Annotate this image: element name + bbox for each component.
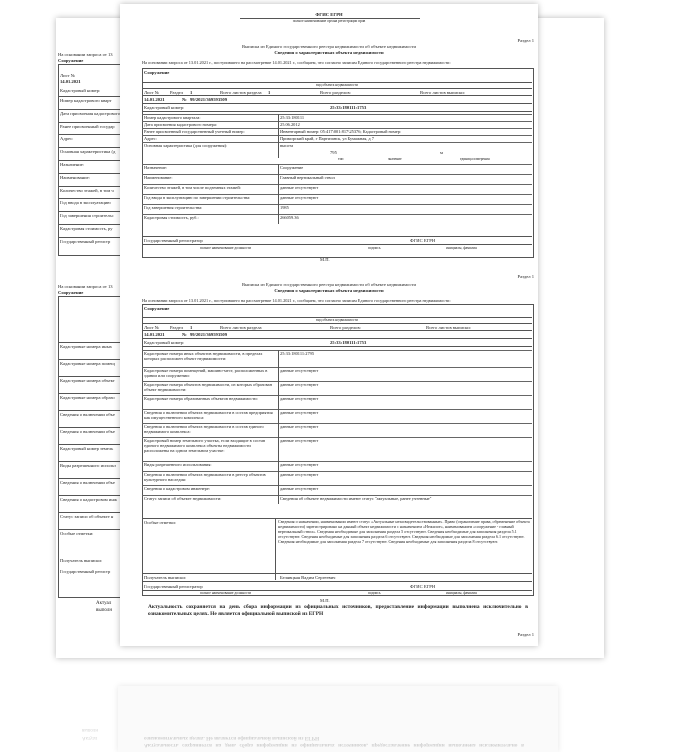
row-label: Количество этажей, в том числе подземных этажей: [144,185,241,190]
row-label: Назначение: [144,165,168,170]
front-document-sheet [120,4,538,646]
row-label: Сведения о включении объекта недвижимости в состав предприятия как имущественного комплекса: [144,410,273,420]
date-2: 14.01.2021 [144,332,165,337]
back-row-rule [58,96,120,97]
main-char-cap-unit: единица измерения [460,157,490,161]
column-divider [278,350,279,367]
back-row-label: Кадастровые номера помещ [60,361,115,366]
back-row-rule [58,359,120,360]
back-sheet-no: Лист № [60,73,76,78]
extract-subtitle-2: Сведения о характеристиках объекта недвижимости [274,288,384,293]
back-row-label: Сведения о кадастровом инж [60,497,117,502]
sig-caption-signature: подпись [368,246,381,250]
row-value: данные отсутствуют [280,185,319,190]
column-divider [278,194,279,204]
row-label: Виды разрешенного использования: [144,462,212,467]
row-value: данные отсутствуют [280,396,319,401]
column-divider [278,395,279,409]
back-row-rule [58,122,120,123]
row-value: высота [280,143,294,148]
column-divider [278,485,279,495]
row-value: данные отсутствуют [280,410,319,415]
row-label: Сведения о включении объекта недвижимости в состав единого недвижимого комплекса: [144,424,264,434]
back-row-rule [58,393,120,394]
row-label: Кадастровые номера помещений, машино-мест, расположенных в здании или сооружении: [144,368,268,378]
total-sheets-extract-2: Всего листов выписки: [426,325,471,330]
back-row-rule [58,495,120,496]
column-divider [278,423,279,437]
back-row-rule [58,134,120,135]
back-row-label: Основная характеристика (д [60,149,116,155]
column-divider [278,381,279,395]
sheet-no: Лист № [144,90,160,95]
back-row-label: Сведения о включении объе [60,429,115,434]
row-label: Номер кадастрового квартала: [144,115,201,120]
back-row-label: Сведения о включении объе [60,480,115,485]
object-type-2: Сооружение [144,306,170,311]
row-value: 25.06.2012 [280,122,300,127]
row-value: данные отсутствуют [280,462,319,467]
total-sheets-section-val: 1 [268,90,271,95]
section-label-3: Раздел 1 [517,632,534,637]
date: 14.01.2021 [144,97,165,102]
back-request-line-2: На основании запроса от 13 [58,284,113,289]
special-label: Особые отметки: [144,520,176,525]
row-value: данные отсутствуют [280,195,319,200]
sig-caption-position-2: полное наименование должности [200,591,252,595]
section-val: 1 [190,90,193,95]
row-label: Кадастровые номера объектов недвижимости, из которых образован объект недвижимости: [144,382,272,392]
row-label: Сведения о включении объекта недвижимости в реестр объектов культурного наследия: [144,472,266,482]
row-value: Приморский край, г Партизанск, ул Бумажная, д 7 [280,136,374,141]
rule [142,338,532,339]
back-row-label: Кадастровые номера иных [60,344,112,349]
total-sheets-extract: Всего листов выписки: [420,90,465,95]
row-label: Кадастровая стоимость, руб.: [144,215,199,220]
main-char-value: 795 [330,150,337,155]
reflection-back-footer-1: Актуал [82,735,98,740]
no-label-2: № [182,332,187,337]
rule [142,330,532,331]
back-request-line: На основании запроса от 13 [58,52,113,57]
reflection-back-footer-2: выполн [82,727,99,732]
back-row-rule [58,342,120,343]
back-row-rule [58,410,120,411]
section-no: Раздел [170,90,183,95]
section-val-2: 1 [190,325,193,330]
cad-no-label-2: Кадастровый номер: [144,340,185,345]
main-char-cap-type: тип [338,157,344,161]
back-date: 14.01.2021 [60,79,81,84]
recipient: Белявцкая Вадим Сергеевич [280,575,336,580]
back-row-rule [58,198,120,199]
row-label: Дата присвоения кадастрового номера: [144,122,218,127]
extract-subtitle: Сведения о характеристиках объекта недвижимости [274,50,384,55]
cad-no-2: 25:33:180111:1753 [330,340,367,345]
rule [142,111,532,112]
back-row-label: Назначение: [60,162,85,167]
row-label: Сведения о кадастровом инженере: [144,486,210,491]
column-divider [278,135,279,142]
rule [142,518,532,519]
row-value: 25:33:180111:2795 [280,351,315,356]
back-row-label: Дата присвоения кадастрового [60,110,121,116]
sig-caption-name: инициалы, фамилия [446,246,477,250]
main-char-cap-value: значение [388,157,402,161]
back-row-rule [58,529,120,530]
object-type-caption: вид объекта недвижимости [316,83,358,87]
back-row-rule [58,160,120,161]
cad-no: 25:33:180111:1753 [330,105,367,110]
section-label-2: Раздел 1 [517,274,534,279]
request-line: На основании запроса от 13.01.2021 г., поступившего на рассмотрение 14.01.2021 г., сообщаем, что согласно записям Единого государственного реестра недвижимости: [142,60,451,65]
back-row-rule [58,427,120,428]
row-value: 266059.36 [280,215,299,220]
total-sections-2: Всего разделов: [330,325,361,330]
back-row-label: Кадастровые номера объект [60,378,115,383]
column-divider [278,114,279,121]
row-label: Статус записи об объекте недвижимости: [144,496,222,501]
back-row-label: Государственный регистр [60,238,111,244]
back-object-type-2: Сооружение [58,290,84,295]
rule [142,573,532,574]
row-label: Год завершения строительства: [144,205,203,210]
reg-no-2: 99/2021/369593509 [190,332,228,337]
back-row-label: Номер кадастрового кварт [60,98,112,103]
rule [142,95,532,96]
rule [142,323,532,324]
row-value: данные отсутствуют [280,382,319,387]
column-divider [278,121,279,128]
row-label: Кадастровый номер земельного участка, если входящие в состав единого недвижимого комплекса объекты недвижимости расположены на одном земельном участке: [144,438,266,453]
registrar-org: ФГИС ЕГРН [410,238,436,243]
special-text: Сведения о назначении, наименовании имеют статус «Актуальные незасвидетельствованные». Право (ограничение права, обременение объекта недвижимости) зарегистрировано на данный объект недвижимости с назначением «Нежилое», наименованием «сооружение - главный вертикальный ствол». Сведения необходимые для заполнения раздела 5 отсутствуют. Сведения необходимые для заполнения раздела 5.1 отсутствуют. Сведения необходимые для заполнения раздела 6 отсутствуют. Сведения необходимые для заполнения раздела 6.1 отсутствуют. Сведения необходимые для заполнения раздела 7 отсутствуют. Сведения необходимые для заполнения раздела 8 отсутствуют. [278,520,530,544]
column-divider [278,461,279,471]
row-label: Ранее присвоенный государственный учетный номер: [144,129,245,134]
column-divider [278,142,279,158]
rule [142,88,532,89]
stamp-mark-2: М.П. [320,598,330,603]
row-value: Сооружение [280,165,304,170]
row-value: Главный вертикальный ствол [280,175,335,180]
column-divider [278,128,279,135]
total-sheets-section: Всего листов раздела [220,90,262,95]
rule [142,581,532,582]
column-divider [278,204,279,214]
recipient-label: Получатель выписки: [144,575,187,580]
back-row-label: Год ввода в эксплуатацию [60,200,111,206]
request-line-2: На основании запроса от 13.01.2021 г., поступившего на рассмотрение 14.01.2021 г., сообщаем, что согласно записям Единого государственного реестра недвижимости: [142,298,451,303]
back-row-rule [58,147,120,148]
column-divider [278,495,279,504]
no-label: № [182,97,187,102]
back-footer-2: выполн [96,608,113,613]
reg-no: 99/2021/369593509 [190,97,228,102]
back-row-label: Статус записи об объекте н [60,514,114,519]
back-row-rule [58,478,120,479]
extract-title: Выписка из Единого государственного реестра недвижимости об объекте недвижимости [242,44,416,49]
back-row-rule [58,512,120,513]
back-cad-label: Кадастровый номер: [60,88,101,93]
back-object-type: Сооружение [58,58,84,63]
back-row-label: Виды разрешенного использ [60,463,116,468]
column-divider [278,214,279,224]
row-value: данные отсутствуют [280,368,319,373]
column-divider [278,174,279,184]
column-divider [278,184,279,194]
back-row-label: Количество этажей, в том ч [60,187,114,193]
back-row-label: Наименование: [60,174,90,180]
back-row-label: Адрес: [60,136,74,142]
back-registrar: Государственный регистр [60,569,111,574]
rule [142,244,532,245]
row-label: Кадастровые номера образованных объектов недвижимости: [144,396,258,401]
stamp-mark: М.П. [320,257,330,262]
reflection-footer: Актуальность сохраняется на день сбора информации из официальных источников, предоставление информации выполнена исключительно в ознакомительных целях. Не является официальной выпиской из ЕГРН [144,735,524,748]
reflection [52,690,612,752]
registrar-label: Государственный регистратор [144,238,203,243]
object-type-caption-2: вид объекта недвижимости [316,318,358,322]
rule [142,236,532,237]
rule [142,103,532,104]
rule [142,346,532,347]
back-row-label: Особые отметки: [60,531,94,536]
row-value: данные отсутствуют [280,486,319,491]
column-divider [278,471,279,485]
back-row-rule [58,237,120,238]
object-type: Сооружение [144,70,170,75]
back-row-rule [58,173,120,174]
back-row-label: Кадастровые номера образо [60,395,115,400]
back-row-label: Ранее присвоенный государ [60,123,115,129]
section-no-2: Раздел [170,325,183,330]
back-row-rule [58,109,120,110]
row-value: 1985 [280,205,289,210]
back-recipient: Получатель выписки: [60,558,103,563]
row-label: Наименование: [144,175,173,180]
back-row-rule [58,211,120,212]
back-row-label: Кадастровый номер земель [60,446,114,451]
row-label: Адрес: [144,136,157,141]
sig-caption-signature-2: подпись [368,591,381,595]
row-value: Инвентарный номер: 05:417\001:817\25376; Кадастровый номер: [280,129,402,134]
row-label: Основная характеристика (для сооружения): [144,143,228,148]
back-row-rule [58,186,120,187]
main-char-unit: м [440,150,443,155]
row-value: данные отсутствуют [280,472,319,477]
column-divider [278,409,279,423]
back-row-rule [58,444,120,445]
column-divider [278,367,279,381]
row-value: Сведения об объекте недвижимости имеют статус "актуальные, ранее учтенные" [280,496,432,501]
header-org: ФГИС ЕГРН [315,12,343,17]
row-value: данные отсутствуют [280,438,319,443]
section-label: Раздел 1 [517,38,534,43]
back-row-label: Год завершения строительс [60,213,114,219]
column-divider [278,437,279,461]
back-row-rule [58,224,120,225]
sig-caption-name-2: инициалы, фамилия [446,591,477,595]
registrar-org-2: ФГИС ЕГРН [410,584,436,589]
cad-no-label: Кадастровый номер: [144,105,185,110]
row-value: 25:33:180111 [280,115,305,120]
back-row-label: Кадастровая стоимость, ру [60,226,113,231]
column-divider [278,164,279,174]
total-sheets-section-2: Всего листов раздела [220,325,262,330]
sheet-no-2: Лист № [144,325,160,330]
row-label: Год ввода в эксплуатацию по завершении строительства: [144,195,251,200]
footer-disclaimer: Актуальность сохраняется на день сбора информации из официальных источников, предоставление информации выполнена исключительно в ознакомительных целях. Не является официальной выпиской из ЕГРН [148,604,528,617]
back-row-label: Сведения о включении объе [60,412,115,417]
registrar-label-2: Государственный регистратор [144,584,203,589]
back-row-rule [58,461,120,462]
extract-title-2: Выписка из Единого государственного реестра недвижимости об объекте недвижимости [242,282,416,287]
sig-caption-position: полное наименование должности [200,246,252,250]
row-label: Кадастровые номера иных объектов недвижимости, в пределах которых расположен объект недвижимости: [144,351,263,361]
back-footer-1: Актуал [96,601,112,606]
total-sections: Всего разделов: [320,90,351,95]
back-row-rule [58,376,120,377]
rule [275,518,276,580]
header-org-caption: полное наименование органа регистрации прав [292,19,366,23]
row-value: данные отсутствуют [280,424,319,429]
